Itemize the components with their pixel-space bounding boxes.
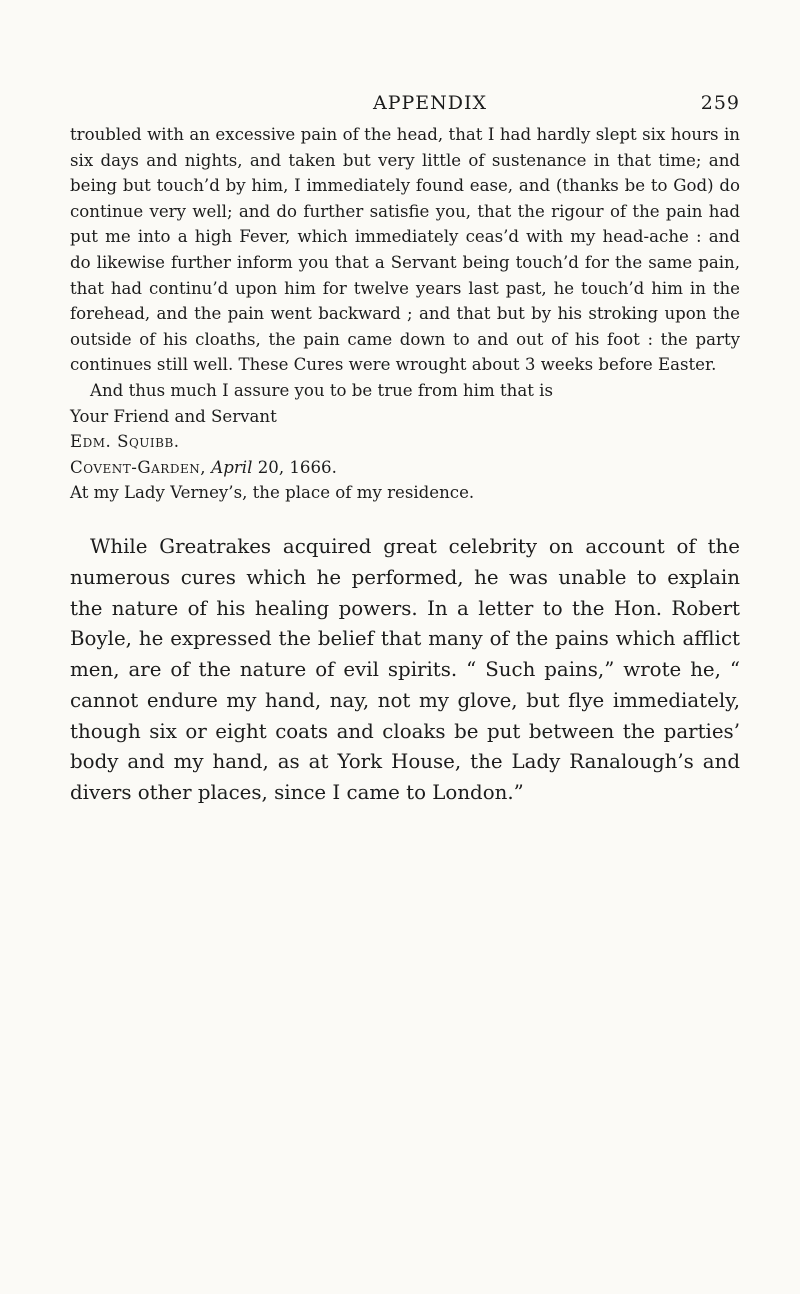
page-number: 259 (700, 92, 740, 114)
letter-date-rest: 20, 1666. (257, 457, 337, 477)
letter-location: At my Lady Verney’s, the place of my residence. (70, 483, 475, 503)
running-head-title: APPENDIX (372, 92, 488, 114)
letter-paragraph-1: troubled with an excessive pain of the head, that I had hardly slept six hours in six days and nights, and taken but very little of sustenance in that time; and being but touch’d by him, I immediately found ease, and (thanks be to God) do continue very well; and do further satisfie you, that the rigour of the pain had put me into a high Fever, which immediately ceas’d with my head-ache : and do likewise further inform you that a Servant being touch’d for the same pain, that had continu’d upon him for twelve years last past, he touch’d him in the forehead, and the pain went backward ; and that but by his stroking upon the outside of his cloaths, the pain came down to and out of his foot : the party continues still well. These Cures were wrought about 3 weeks before Easter. (70, 125, 740, 375)
quoted-letter (70, 122, 740, 506)
running-head (70, 92, 740, 122)
letter-place: Covent-Garden, (70, 457, 206, 477)
book-page (70, 92, 740, 809)
body-paragraph: While Greatrakes acquired great celebrity on account of the numerous cures which he performed, he was unable to explain the nature of his healing powers. In a letter to the Hon. Robert Boyle, he expressed the belief that many of the pains which afflict men, are of the nature of evil spirits. “ Such pains,” wrote he, “ cannot endure my hand, nay, not my glove, but flye immediately, though six or eight coats and cloaks be put between the parties’ body and my hand, as at York House, the Lady Ranalough’s and divers other places, since I came to London.” (70, 534, 740, 805)
letter-date-month: April (211, 457, 253, 477)
letter-paragraph-2: And thus much I assure you to be true from him that is (90, 380, 553, 400)
letter-dateline (70, 455, 740, 481)
letter-signature: Edm. Squibb. (70, 432, 180, 452)
letter-closing: Your Friend and Servant (70, 406, 277, 426)
